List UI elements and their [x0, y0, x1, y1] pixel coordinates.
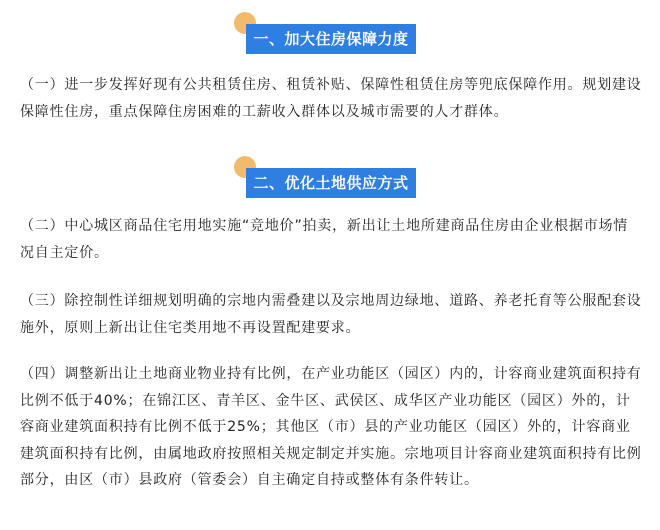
section-heading-1	[234, 12, 426, 56]
paragraph-4: （四）调整新出让土地商业物业持有比例，在产业功能区（园区）内的，计容商业建筑面积持有比例不低于40%；在锦江区、青羊区、金牛区、武侯区、成华区产业功能区（园区）外的，计容商业建筑面积持有比例不低于25%；其他区（市）县的产业功能区（园区）外的，计容商业建筑面积持有比例，由属地政府按照相关规定制定并实施。宗地项目计容商业建筑面积持有比例部分，由区（市）县政府（管委会）自主确定自持或整体有条件转让。	[20, 366, 642, 488]
paragraph-1: （一）进一步发挥好现有公共租赁住房、租赁补贴、保障性租赁住房等兜底保障作用。规划建设保障性住房，重点保障住房困难的工薪收入群体以及城市需要的人才群体。	[20, 77, 642, 120]
paragraph-2: （二）中心城区商品住宅用地实施“竞地价”拍卖，新出让土地所建商品住房由企业根据市场情况自主定价。	[20, 218, 629, 261]
section-heading-1-label: 一、加大住房保障力度	[246, 24, 416, 54]
paragraph-3: （三）除控制性详细规划明确的宗地内需叠建以及宗地周边绿地、道路、养老托育等公服配套设施外，原则上新出让住宅类用地不再设置配建要求。	[20, 293, 642, 336]
section-heading-2	[234, 156, 426, 200]
section-heading-2-label: 二、优化土地供应方式	[246, 168, 416, 198]
